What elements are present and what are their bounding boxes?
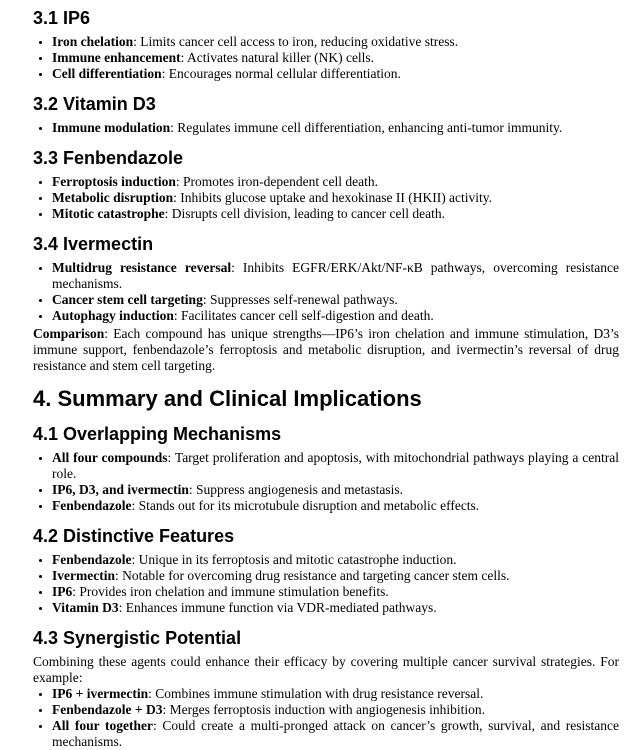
bullet-label: All four compounds xyxy=(52,450,168,465)
list-item xyxy=(52,50,619,66)
list-item xyxy=(52,450,619,482)
section-heading-4-2-distinctive-features: 4.2 Distinctive Features xyxy=(33,526,235,546)
bullet-label: Metabolic disruption xyxy=(52,190,174,205)
bullet-text: : Unique in its ferroptosis and mitotic catastrophe induction. xyxy=(131,552,457,567)
section-heading-3-4-ivermectin: 3.4 Ivermectin xyxy=(33,234,154,254)
bullet-label: All four together xyxy=(52,718,154,733)
bullet-label: Ferroptosis induction xyxy=(52,174,176,189)
bullet-text: : Inhibits EGFR/ERK/Akt/NF-κB pathways, overcoming resistance mechanisms. xyxy=(52,260,619,291)
bullet-text: : Inhibits glucose uptake and hexokinase II (HKII) activity. xyxy=(173,190,493,205)
bullet-label: IP6, D3, and ivermectin xyxy=(52,482,189,497)
bullet-label: Fenbendazole + D3 xyxy=(52,702,163,717)
bullet-text: : Disrupts cell division, leading to cancer cell death. xyxy=(164,206,446,221)
list-item xyxy=(52,498,619,514)
list-item xyxy=(52,600,619,616)
bullet-text: : Activates natural killer (NK) cells. xyxy=(180,50,375,65)
comparison-text: : Each compound has unique strengths—IP6’s iron chelation and immune stimulation, D3’s immune support, fenbendazole’s ferroptosis and metabolic disruption, and ivermectin’s reversal of drug resistance and stem cell targeting. xyxy=(33,326,619,373)
bullet-text: : Enhances immune function via VDR-mediated pathways. xyxy=(118,600,437,615)
synergy-intro-paragraph: Combining these agents could enhance their efficacy by covering multiple cancer survival strategies. For example: xyxy=(33,654,619,685)
list-item xyxy=(52,190,619,206)
section-heading-3-3-fenbendazole: 3.3 Fenbendazole xyxy=(33,148,184,168)
list-item xyxy=(52,702,619,718)
bullet-list-4-1 xyxy=(33,450,619,514)
bullet-label: IP6 + ivermectin xyxy=(52,686,149,701)
list-item xyxy=(52,206,619,222)
bullet-text: : Limits cancer cell access to iron, reducing oxidative stress. xyxy=(133,34,459,49)
bullet-list-3-1 xyxy=(33,34,619,82)
comparison-paragraph xyxy=(33,326,619,374)
bullet-text: : Could create a multi-pronged attack on cancer’s growth, survival, and resistance mechanisms. xyxy=(52,718,619,749)
bullet-label: Autophagy induction xyxy=(52,308,174,323)
bullet-label: Fenbendazole xyxy=(52,552,132,567)
bullet-label: Immune enhancement xyxy=(52,50,181,65)
list-item xyxy=(52,482,619,498)
bullet-text: : Promotes iron-dependent cell death. xyxy=(175,174,378,189)
section-heading-3-1-ip6: 3.1 IP6 xyxy=(33,8,91,28)
list-item xyxy=(52,260,619,292)
bullet-label: Fenbendazole xyxy=(52,498,132,513)
comparison-label: Comparison xyxy=(33,326,105,341)
bullet-label: Ivermectin xyxy=(52,568,115,583)
bullet-text: : Notable for overcoming drug resistance and targeting cancer stem cells. xyxy=(114,568,510,583)
bullet-label: Cancer stem cell targeting xyxy=(52,292,203,307)
bullet-label: Cell differentiation xyxy=(52,66,162,81)
bullet-text: : Suppress angiogenesis and metastasis. xyxy=(188,482,403,497)
section-heading-3-2-vitamin-d3: 3.2 Vitamin D3 xyxy=(33,94,156,114)
bullet-list-4-2 xyxy=(33,552,619,616)
bullet-list-4-3 xyxy=(33,686,619,750)
bullet-text: : Target proliferation and apoptosis, with mitochondrial pathways playing a central role. xyxy=(52,450,619,481)
list-item xyxy=(52,174,619,190)
bullet-text: : Regulates immune cell differentiation, enhancing anti-tumor immunity. xyxy=(170,120,563,135)
list-item xyxy=(52,552,619,568)
bullet-text: : Combines immune stimulation with drug resistance reversal. xyxy=(148,686,484,701)
list-item xyxy=(52,718,619,750)
bullet-list-3-3 xyxy=(33,174,619,222)
bullet-label: IP6 xyxy=(52,584,73,599)
bullet-text: : Merges ferroptosis induction with angiogenesis inhibition. xyxy=(162,702,486,717)
list-item xyxy=(52,568,619,584)
bullet-text: : Provides iron chelation and immune stimulation benefits. xyxy=(72,584,389,599)
list-item xyxy=(52,686,619,702)
bullet-label: Multidrug resistance reversal xyxy=(52,260,232,275)
bullet-label: Iron chelation xyxy=(52,34,134,49)
bullet-list-3-2 xyxy=(33,120,619,136)
list-item xyxy=(52,66,619,82)
section-heading-4-summary: 4. Summary and Clinical Implications xyxy=(33,386,422,411)
list-item xyxy=(52,584,619,600)
bullet-text: : Encourages normal cellular differentiation. xyxy=(161,66,401,81)
bullet-text: : Facilitates cancer cell self-digestion and death. xyxy=(173,308,434,323)
bullet-list-3-4 xyxy=(33,260,619,324)
list-item xyxy=(52,292,619,308)
list-item xyxy=(52,34,619,50)
section-heading-4-3-synergistic-potential: 4.3 Synergistic Potential xyxy=(33,628,242,648)
bullet-label: Mitotic catastrophe xyxy=(52,206,165,221)
list-item xyxy=(52,120,619,136)
bullet-label: Immune modulation xyxy=(52,120,171,135)
bullet-text: : Stands out for its microtubule disruption and metabolic effects. xyxy=(131,498,480,513)
section-heading-4-1-overlapping-mechanisms: 4.1 Overlapping Mechanisms xyxy=(33,424,282,444)
bullet-label: Vitamin D3 xyxy=(52,600,119,615)
list-item xyxy=(52,308,619,324)
bullet-text: : Suppresses self-renewal pathways. xyxy=(202,292,398,307)
